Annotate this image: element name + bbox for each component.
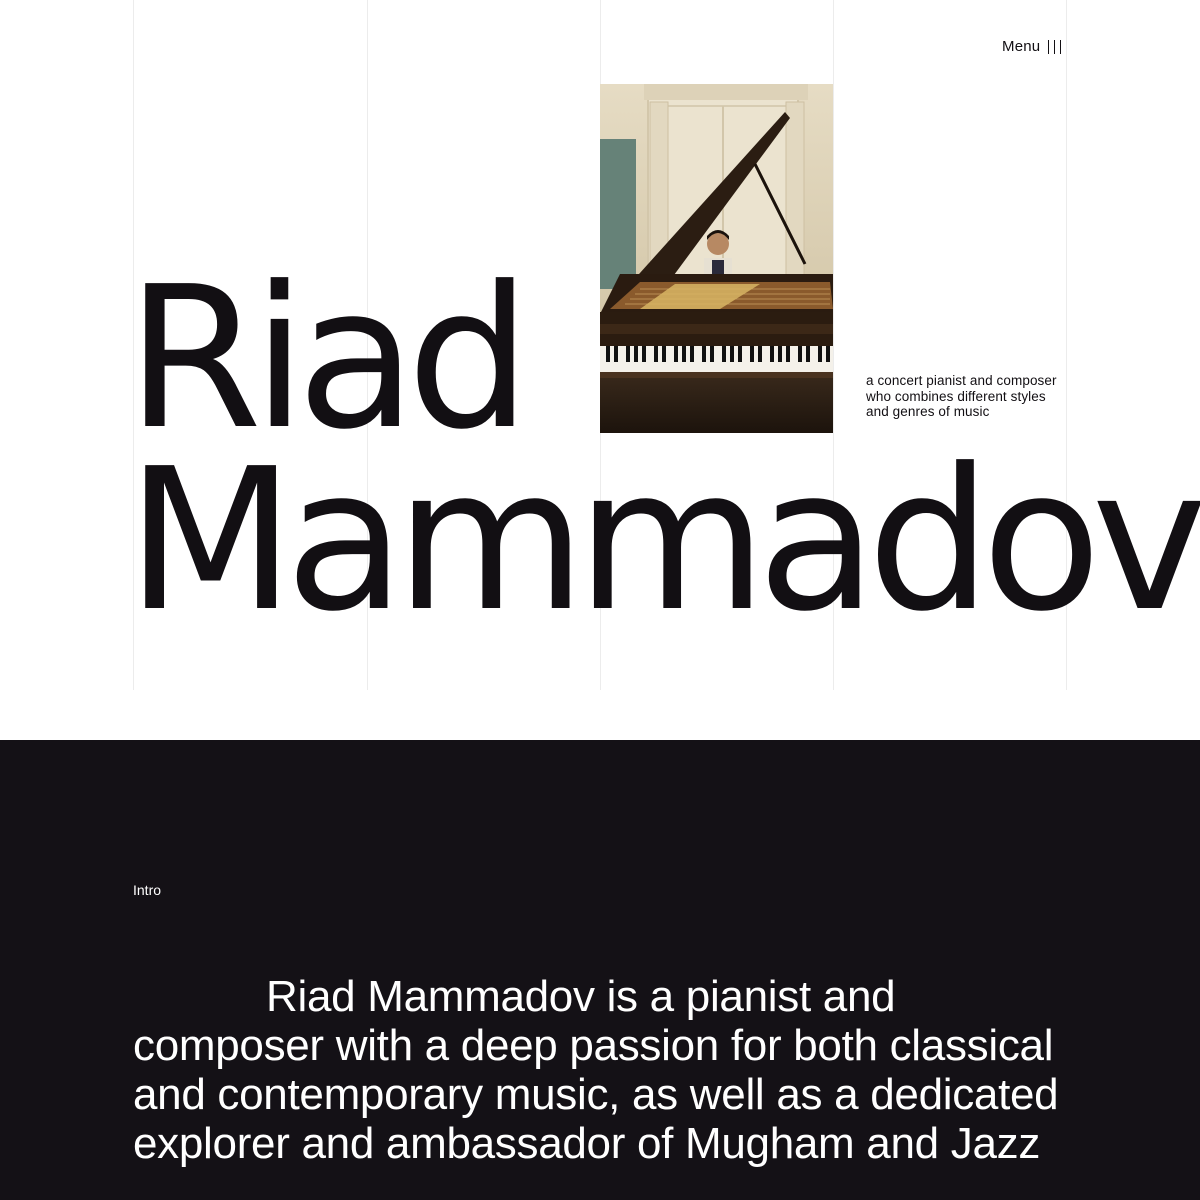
hero-tagline: a concert pianist and composer who combines different styles and genres of music [866, 373, 1057, 419]
hero-name [126, 245, 1198, 655]
menu-bars-icon [1048, 40, 1061, 54]
intro-text: Riad Mammadov is a pianist and composer with a deep passion for both classical and contemporary music, as well as a dedicated explorer and ambassador of Mugham and Jazz [133, 972, 1059, 1168]
menu-button[interactable] [1002, 38, 1061, 56]
intro-label: Intro [133, 882, 162, 898]
intro-section [0, 740, 1200, 1200]
hero-name-first: Riad [126, 245, 522, 473]
menu-label: Menu [1002, 38, 1041, 55]
hero-name-last: Mammadov [126, 427, 1198, 655]
